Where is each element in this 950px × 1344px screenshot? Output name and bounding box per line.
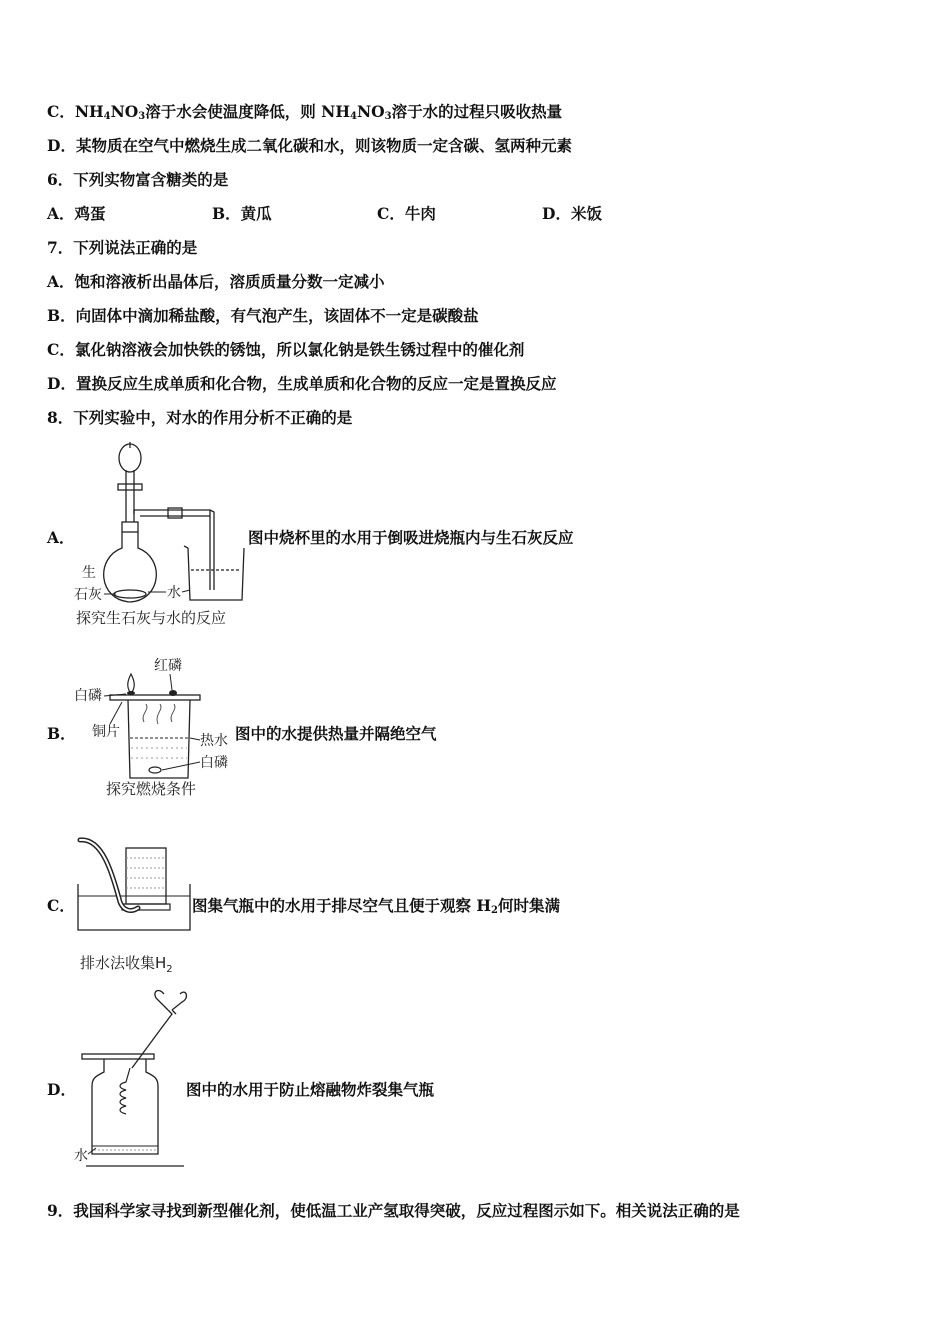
- figure-a-caption: 探究生石灰与水的反应: [76, 609, 227, 627]
- label-copper: 铜片: [92, 724, 120, 740]
- q8-option-d-letter: D．: [47, 1080, 76, 1099]
- figure-b-combustion-apparatus: [70, 652, 245, 802]
- q8-option-c-letter: C．: [47, 896, 75, 915]
- q8-option-a-text: 图中烧杯里的水用于倒吸进烧瓶内与生石灰反应: [248, 528, 574, 547]
- figure-a-quicklime-apparatus: [70, 440, 255, 632]
- figure-b-caption: 探究燃烧条件: [106, 780, 197, 798]
- q8-option-b-letter: B．: [47, 724, 76, 743]
- q6-option-c: C．牛肉: [377, 204, 436, 223]
- label-hot-water: 热水: [200, 733, 228, 749]
- q7-stem: 7．下列说法正确的是: [47, 238, 198, 257]
- q7-option-c: C．氯化钠溶液会加快铁的锈蚀，所以氯化钠是铁生锈过程中的催化剂: [47, 340, 525, 359]
- q7-option-a: A．饱和溶液析出晶体后，溶质质量分数一定减小: [47, 272, 385, 291]
- q9-stem: 9．我国科学家寻找到新型催化剂，使低温工业产氢取得突破，反应过程图示如下。相关说法正确的是: [47, 1201, 740, 1220]
- label-red-phosphorus: 红磷: [154, 658, 182, 674]
- label-sheng: 生: [82, 565, 96, 581]
- figure-c-caption: 排水法收集$H_2$: [80, 954, 173, 975]
- q5-option-d: D．某物质在空气中燃烧生成二氧化碳和水，则该物质一定含碳、氢两种元素: [47, 136, 572, 155]
- label-shihui: 石灰: [74, 587, 102, 603]
- q8-option-c-text: 图集气瓶中的水用于排尽空气且便于观察 $H_2$何时集满: [192, 896, 561, 916]
- label-white-phosphorus-top: 白磷: [74, 688, 102, 704]
- figure-d-iron-combustion: [68, 984, 193, 1170]
- q6-stem: 6．下列实物富含糖类的是: [47, 170, 229, 189]
- q6-option-d: D．米饭: [542, 204, 602, 223]
- q6-option-a: A．鸡蛋: [47, 204, 106, 223]
- figure-c-water-displacement: [72, 832, 197, 977]
- label-water-d: 水: [74, 1148, 88, 1164]
- label-white-phosphorus-bottom: 白磷: [200, 755, 228, 771]
- q8-stem: 8．下列实验中，对水的作用分析不正确的是: [47, 408, 353, 427]
- q5-option-c: C．$NH_4NO_3$溶于水会使温度降低，则 $NH_4NO_3$溶于水的过程只吸收热量: [47, 102, 563, 122]
- q8-option-b-text: 图中的水提供热量并隔绝空气: [235, 724, 437, 743]
- q7-option-d: D．置换反应生成单质和化合物，生成单质和化合物的反应一定是置换反应: [47, 374, 557, 393]
- q7-option-b: B．向固体中滴加稀盐酸，有气泡产生，该固体不一定是碳酸盐: [47, 306, 479, 325]
- q8-option-a-letter: A．: [47, 528, 75, 547]
- q6-option-b: B．黄瓜: [212, 204, 272, 223]
- label-water: 水: [167, 585, 181, 601]
- q8-option-d-text: 图中的水用于防止熔融物炸裂集气瓶: [186, 1080, 435, 1099]
